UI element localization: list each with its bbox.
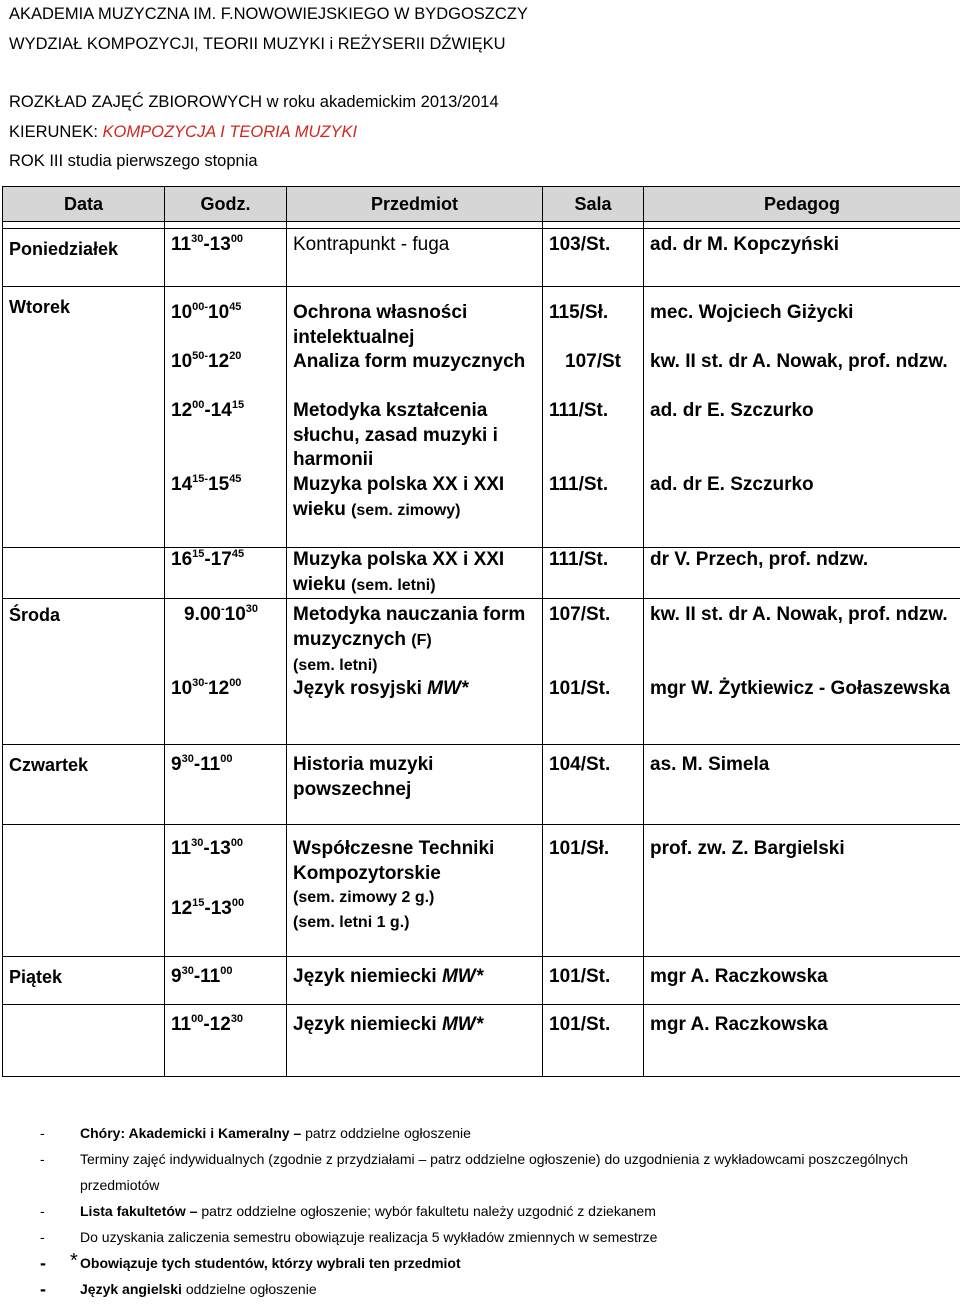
room-cell: 101/Sł. xyxy=(543,825,644,957)
list-item: - Terminy zajęć indywidualnych (zgodnie z przydziałami – patrz oddzielne ogłoszenie) do uzgodnienia z wykładowcami poszczególnych przedmiotów xyxy=(40,1151,908,1193)
table-row xyxy=(3,745,960,825)
teacher-cell: mgr A. Raczkowska xyxy=(644,1005,960,1077)
table-row xyxy=(3,1005,960,1077)
table-row xyxy=(3,229,960,287)
table-row xyxy=(3,957,960,1005)
field-of-study-value: KOMPOZYCJA I TEORIA MUZYKI xyxy=(102,122,358,141)
teacher-cell: as. M. Simela xyxy=(644,745,960,825)
schedule-table xyxy=(2,186,960,1077)
room-cell: 107/St. 101/St. xyxy=(543,599,644,745)
room-cell: 111/St. xyxy=(543,548,644,599)
time-cell: $11^{00}-12^{30}$ xyxy=(165,1005,287,1077)
field-of-study: KIERUNEK: KOMPOZYCJA I TEORIA MUZYKI xyxy=(9,122,358,141)
time-cell: $9.00^-10^{30}$ $10^{30-}12^{00}$ xyxy=(165,599,287,745)
document-header xyxy=(9,0,528,177)
academy-name: AKADEMIA MUZYCZNA IM. F.NOWOWIEJSKIEGO W BYDGOSZCZY xyxy=(9,5,528,23)
column-header-date: Data xyxy=(3,187,165,222)
day-monday: Poniedziałek xyxy=(3,229,165,287)
faculty-name: WYDZIAŁ KOMPOZYCJI, TEORII MUZYKI i REŻYSERII DŹWIĘKU xyxy=(9,34,506,53)
column-header-teacher: Pedagog xyxy=(644,187,960,222)
time-cell: $10^{00-}10^{45}$ $10^{50-}12^{20}$ $12^{00}-14^{15}$ $14^{15-}15^{45}$ xyxy=(165,287,287,548)
teacher-cell: dr V. Przech, prof. ndzw. xyxy=(644,548,960,599)
subject-cell: Ochrona własności intelektualnej Analiza form muzycznych Metodyka kształcenia słuchu, zasad muzyki i harmonii Muzyka polska XX i XXI wieku (sem. zimowy) xyxy=(287,287,543,548)
subject-cell: Historia muzyki powszechnej xyxy=(287,745,543,825)
column-header-time: Godz. xyxy=(165,187,287,222)
time-cell: $9^{30}-11^{00}$ xyxy=(165,957,287,1005)
room-cell: 104/St. xyxy=(543,745,644,825)
teacher-cell: kw. II st. dr A. Nowak, prof. ndzw. mgr W. Żytkiewicz - Gołaszewska xyxy=(644,599,960,745)
list-item: - * Obowiązuje tych studentów, którzy wybrali ten przedmiot xyxy=(40,1250,461,1273)
day-friday: Piątek xyxy=(3,957,165,1005)
year-of-study: ROK III studia pierwszego stopnia xyxy=(9,152,258,170)
table-row xyxy=(3,287,960,548)
teacher-cell: prof. zw. Z. Bargielski xyxy=(644,825,960,957)
time-cell: $9^{30}-11^{00}$ xyxy=(165,745,287,825)
teacher-cell: mec. Wojciech Giżycki kw. II st. dr A. Nowak, prof. ndzw. ad. dr E. Szczurko ad. dr E. Szczurko xyxy=(644,287,960,548)
list-item: - Lista fakultetów – patrz oddzielne ogłoszenie; wybór fakultetu należy uzgodnić z dziekanem xyxy=(40,1203,656,1219)
list-item: - Chóry: Akademicki i Kameralny – patrz oddzielne ogłoszenie xyxy=(40,1125,471,1141)
time-cell: $11^{30}-13^{00}$ xyxy=(165,229,287,287)
subject-cell: Muzyka polska XX i XXI wieku (sem. letni) xyxy=(287,548,543,599)
room-cell: 101/St. xyxy=(543,1005,644,1077)
schedule-title: ROZKŁAD ZAJĘĆ ZBIOROWYCH w roku akademickim 2013/2014 xyxy=(9,93,499,111)
column-header-room: Sala xyxy=(543,187,644,222)
teacher-cell: ad. dr M. Kopczyński xyxy=(644,229,960,287)
table-row xyxy=(3,548,960,599)
day-wednesday: Środa xyxy=(3,599,165,745)
room-cell: 101/St. xyxy=(543,957,644,1005)
day-tuesday: Wtorek xyxy=(3,287,165,548)
table-row xyxy=(3,825,960,957)
room-cell: 103/St. xyxy=(543,229,644,287)
column-header-subject: Przedmiot xyxy=(287,187,543,222)
list-item: - Język angielski oddzielne ogłoszenie xyxy=(40,1279,317,1299)
subject-cell: Kontrapunkt - fuga xyxy=(287,229,543,287)
table-row xyxy=(3,599,960,745)
table-header-row xyxy=(3,187,960,222)
day-thursday: Czwartek xyxy=(3,745,165,825)
subject-cell: Metodyka nauczania form muzycznych (F) (sem. letni) Język rosyjski MW* xyxy=(287,599,543,745)
room-cell: 115/Sł. 107/St 111/St. 111/St. xyxy=(543,287,644,548)
list-item: - Do uzyskania zaliczenia semestru obowiązuje realizacja 5 wykładów zmiennych w semestrze xyxy=(40,1229,658,1245)
notes-list xyxy=(40,1120,960,1302)
teacher-cell: mgr A. Raczkowska xyxy=(644,957,960,1005)
subject-cell: Język niemiecki MW* xyxy=(287,1005,543,1077)
subject-cell: Język niemiecki MW* xyxy=(287,957,543,1005)
subject-cell: Współczesne Techniki Kompozytorskie (sem. zimowy 2 g.) (sem. letni 1 g.) xyxy=(287,825,543,957)
time-cell: $16^{15}-17^{45}$ xyxy=(165,548,287,599)
time-cell: $11^{30}-13^{00}$ $12^{15}-13^{00}$ xyxy=(165,825,287,957)
